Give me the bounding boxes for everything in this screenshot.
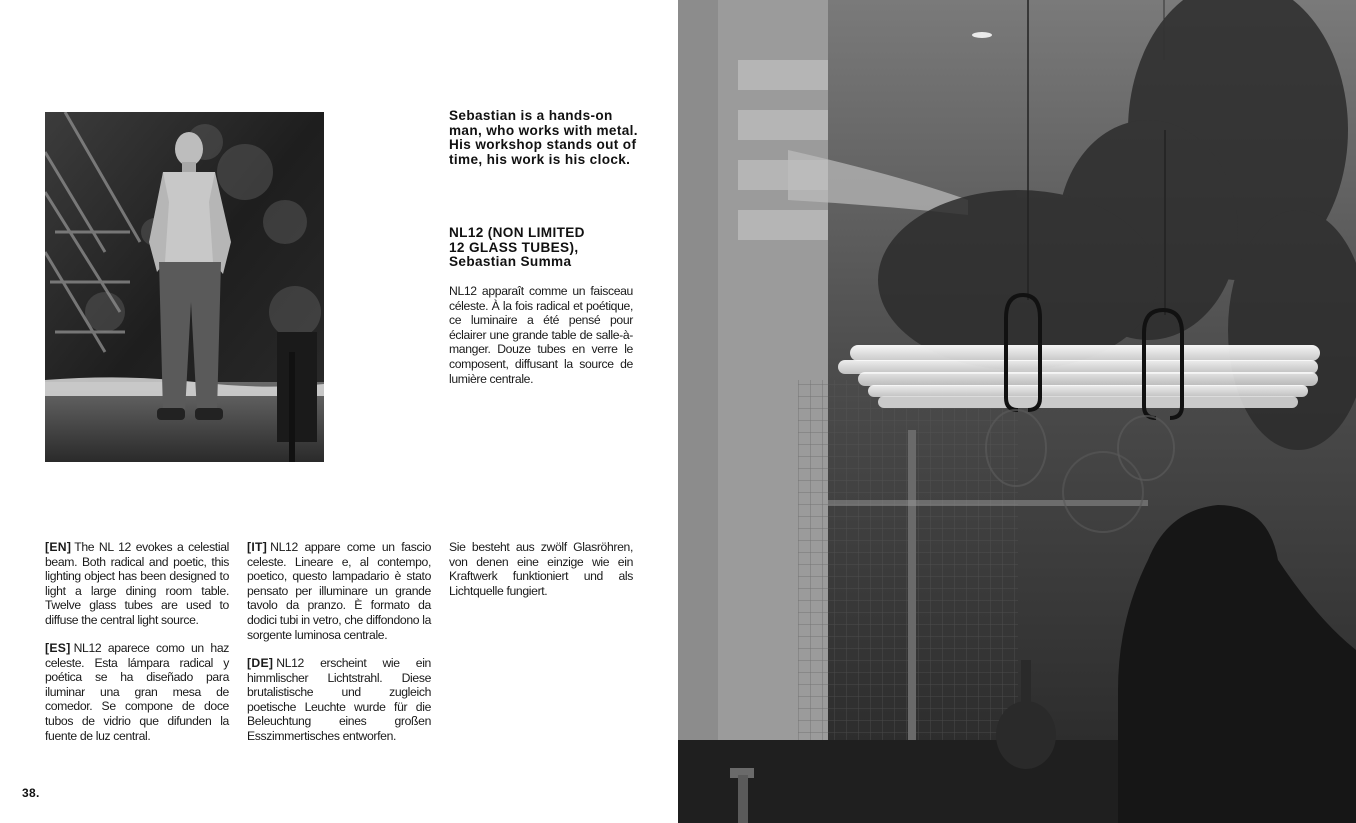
description-french: NL12 apparaît comme un faisceau céleste. À la fois radical et poétique, ce luminaire a été pensé pour éclairer une grande table de salle-à-manger. Douze tubes en verre le composent, diffusant la source de lumière centrale. — [449, 284, 633, 386]
description-italian — [247, 540, 431, 642]
language-tag-de: [DE] — [247, 656, 274, 670]
product-title — [449, 226, 649, 270]
pull-quote: Sebastian is a hands-on man, who works with metal. His workshop stands out of time, his work is his clock. — [449, 108, 638, 167]
lamp-product-photo — [678, 0, 1356, 823]
designer-portrait-photo — [45, 112, 324, 462]
language-tag-es: [ES] — [45, 641, 71, 655]
language-tag-it: [IT] — [247, 540, 268, 554]
description-german-text: NL12 erscheint wie ein himmlischer Lichtstrahl. Diese brutalistische und zugleich poetische Leuchte wurde für die Beleuchtung eines großen Esszimmertisches entworfen. — [247, 656, 431, 743]
product-title-designer: Sebastian Summa — [449, 254, 572, 270]
description-spanish — [45, 641, 229, 743]
language-tag-en: [EN] — [45, 540, 72, 554]
product-title-line-1: NL12 (NON LIMITED — [449, 225, 585, 240]
description-german-continued: Sie besteht aus zwölf Glasröhren, von denen eine einzige wie ein Kraftwerk funktioniert und als Lichtquelle fungiert. — [449, 540, 633, 598]
description-italian-text: NL12 appare come un fascio celeste. Lineare e, al contempo, poetico, questo lampadario è stato pensato per illuminare un grande tavolo da pranzo. È formato da dodici tubi in vetro, che diffondono la sorgente luminosa centrale. — [247, 540, 431, 642]
page-number: 38. — [22, 786, 40, 800]
description-german — [247, 656, 431, 744]
description-english — [45, 540, 229, 628]
product-title-line-2: 12 GLASS TUBES), — [449, 239, 579, 255]
description-english-text: The NL 12 evokes a celestial beam. Both radical and poetic, this lighting object has been designed to light a large dining room table. Twelve glass tubes are used to diffuse the central light source. — [45, 540, 229, 627]
description-spanish-text: NL12 aparece como un haz celeste. Esta lámpara radical y poética se ha diseñado para iluminar una gran mesa de comedor. Se compone de doce tubos de vidrio que difunden la fuente de luz central. — [45, 641, 229, 743]
